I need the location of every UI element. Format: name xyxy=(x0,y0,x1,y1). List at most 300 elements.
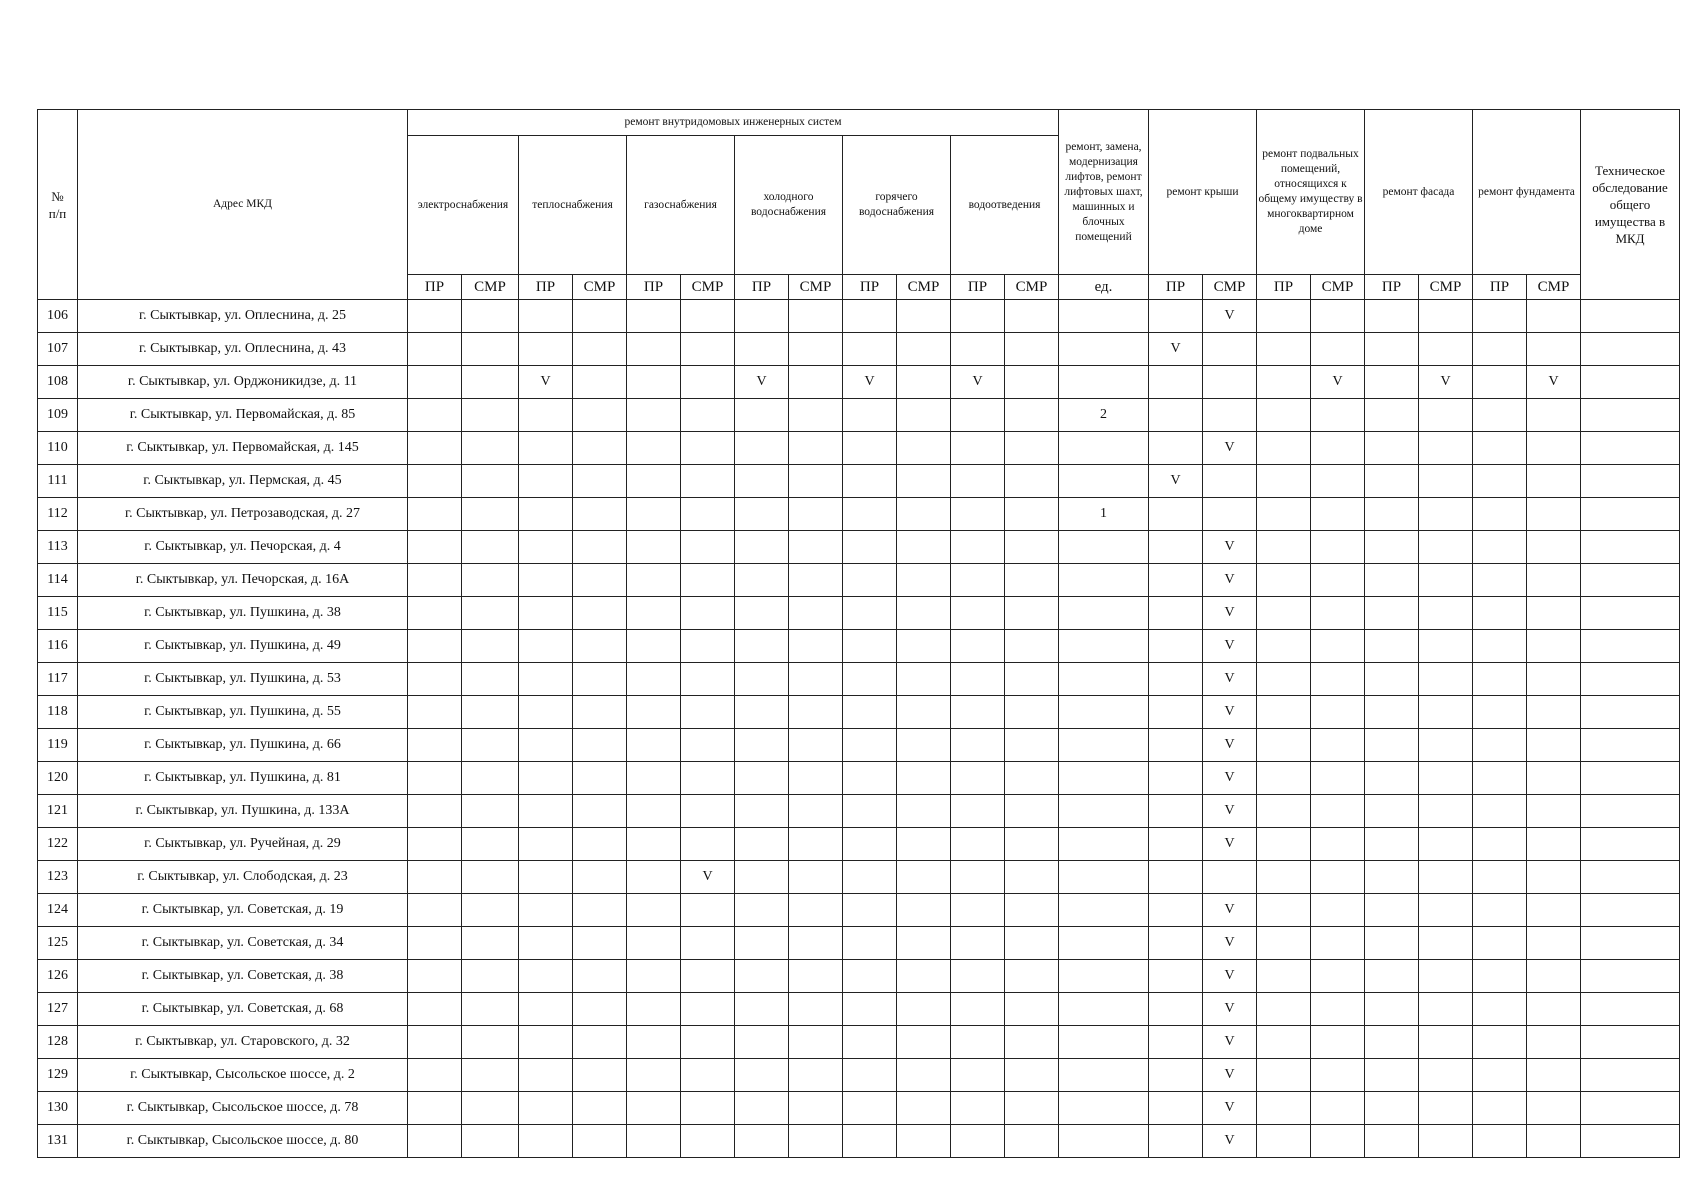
table-row xyxy=(38,729,1680,762)
row-cell xyxy=(789,696,843,729)
row-cell xyxy=(1311,894,1365,927)
table-row xyxy=(38,828,1680,861)
row-cell xyxy=(735,663,789,696)
row-cell xyxy=(1419,795,1473,828)
row-cell xyxy=(1527,1092,1581,1125)
row-cell xyxy=(1311,927,1365,960)
row-cell xyxy=(1473,894,1527,927)
row-cell xyxy=(1311,729,1365,762)
row-cell xyxy=(951,597,1005,630)
row-cell xyxy=(1365,333,1419,366)
row-cell: V xyxy=(1203,960,1257,993)
row-cell xyxy=(735,531,789,564)
row-cell xyxy=(789,927,843,960)
row-cell xyxy=(897,663,951,696)
row-cell xyxy=(681,498,735,531)
row-cell xyxy=(951,894,1005,927)
row-cell xyxy=(1365,828,1419,861)
row-cell xyxy=(519,630,573,663)
row-cell xyxy=(627,993,681,1026)
row-cell xyxy=(408,927,462,960)
row-cell xyxy=(1005,498,1059,531)
row-cell xyxy=(1149,432,1203,465)
row-cell xyxy=(681,762,735,795)
row-address: г. Сыктывкар, ул. Петрозаводская, д. 27 xyxy=(78,498,408,531)
row-cell xyxy=(1419,531,1473,564)
row-cell: V xyxy=(1203,927,1257,960)
row-cell xyxy=(1419,498,1473,531)
row-cell xyxy=(843,861,897,894)
row-cell xyxy=(1581,597,1680,630)
row-cell: V xyxy=(1203,630,1257,663)
row-cell xyxy=(735,894,789,927)
row-cell xyxy=(408,333,462,366)
row-cell xyxy=(1581,894,1680,927)
header-code-smr-2: СМР xyxy=(681,275,735,300)
row-cell xyxy=(573,432,627,465)
row-cell xyxy=(462,366,519,399)
row-cell xyxy=(627,1092,681,1125)
row-cell xyxy=(1005,1092,1059,1125)
row-cell xyxy=(789,729,843,762)
row-cell xyxy=(519,1125,573,1158)
row-cell xyxy=(1581,1092,1680,1125)
row-cell xyxy=(519,498,573,531)
header-code-smr-0: СМР xyxy=(462,275,519,300)
row-cell xyxy=(1527,465,1581,498)
row-cell xyxy=(897,597,951,630)
row-cell xyxy=(843,993,897,1026)
row-number: 108 xyxy=(38,366,78,399)
row-cell xyxy=(1581,993,1680,1026)
row-cell xyxy=(573,1092,627,1125)
row-cell xyxy=(1365,531,1419,564)
row-number: 121 xyxy=(38,795,78,828)
row-cell xyxy=(951,696,1005,729)
row-cell xyxy=(951,399,1005,432)
table-row xyxy=(38,1125,1680,1158)
row-cell xyxy=(408,597,462,630)
row-cell xyxy=(1149,960,1203,993)
row-cell xyxy=(462,1059,519,1092)
row-cell xyxy=(408,1026,462,1059)
row-cell xyxy=(627,663,681,696)
row-cell xyxy=(681,960,735,993)
row-cell: V xyxy=(1203,828,1257,861)
row-cell xyxy=(408,465,462,498)
row-cell xyxy=(1059,828,1149,861)
row-cell xyxy=(1059,1092,1149,1125)
row-cell xyxy=(462,663,519,696)
row-cell xyxy=(735,564,789,597)
row-cell xyxy=(1581,300,1680,333)
row-cell xyxy=(1059,630,1149,663)
row-cell xyxy=(573,564,627,597)
row-number: 111 xyxy=(38,465,78,498)
header-code-pr-0: ПР xyxy=(408,275,462,300)
row-cell xyxy=(1059,663,1149,696)
row-cell xyxy=(1149,828,1203,861)
row-cell xyxy=(1257,729,1311,762)
row-cell xyxy=(462,564,519,597)
row-cell xyxy=(1581,861,1680,894)
row-cell xyxy=(573,993,627,1026)
row-cell xyxy=(1149,993,1203,1026)
row-cell xyxy=(789,333,843,366)
row-cell xyxy=(408,1059,462,1092)
row-cell xyxy=(681,729,735,762)
row-cell xyxy=(627,366,681,399)
row-cell xyxy=(462,795,519,828)
row-number: 107 xyxy=(38,333,78,366)
row-cell xyxy=(897,366,951,399)
row-cell xyxy=(1005,795,1059,828)
row-cell xyxy=(789,1092,843,1125)
row-cell: V xyxy=(1203,762,1257,795)
row-cell xyxy=(1257,894,1311,927)
row-cell xyxy=(789,1125,843,1158)
row-cell xyxy=(1473,729,1527,762)
row-cell xyxy=(789,762,843,795)
row-cell xyxy=(1365,663,1419,696)
row-cell: V xyxy=(1203,531,1257,564)
row-cell xyxy=(1149,1059,1203,1092)
row-cell xyxy=(573,366,627,399)
row-cell xyxy=(1419,729,1473,762)
row-cell xyxy=(1365,993,1419,1026)
row-cell: V xyxy=(1203,432,1257,465)
row-cell xyxy=(1581,927,1680,960)
row-cell xyxy=(627,630,681,663)
row-cell xyxy=(1149,1092,1203,1125)
row-cell xyxy=(1365,729,1419,762)
row-cell xyxy=(1527,795,1581,828)
row-cell xyxy=(1473,762,1527,795)
header-internal-systems: ремонт внутридомовых инженерных систем xyxy=(408,110,1059,136)
table-row xyxy=(38,663,1680,696)
row-cell xyxy=(462,960,519,993)
row-address: г. Сыктывкар, ул. Пушкина, д. 66 xyxy=(78,729,408,762)
row-cell xyxy=(462,1125,519,1158)
row-cell xyxy=(1365,1092,1419,1125)
table-row xyxy=(38,531,1680,564)
row-cell xyxy=(1059,1059,1149,1092)
row-cell xyxy=(1473,696,1527,729)
row-address: г. Сыктывкар, ул. Советская, д. 19 xyxy=(78,894,408,927)
row-cell xyxy=(1419,960,1473,993)
row-cell xyxy=(735,1026,789,1059)
row-cell xyxy=(408,399,462,432)
row-cell xyxy=(627,696,681,729)
row-cell xyxy=(1059,861,1149,894)
row-cell xyxy=(1257,993,1311,1026)
header-facade: ремонт фасада xyxy=(1365,110,1473,275)
row-cell xyxy=(408,795,462,828)
row-cell: V xyxy=(1149,465,1203,498)
row-cell xyxy=(789,960,843,993)
row-cell xyxy=(681,300,735,333)
row-cell xyxy=(1365,597,1419,630)
row-cell xyxy=(897,993,951,1026)
row-cell xyxy=(1059,729,1149,762)
row-cell xyxy=(408,366,462,399)
header-code-smr-3: СМР xyxy=(789,275,843,300)
row-cell xyxy=(1059,564,1149,597)
row-address: г. Сыктывкар, ул. Печорская, д. 4 xyxy=(78,531,408,564)
row-cell xyxy=(1419,432,1473,465)
row-cell xyxy=(1527,927,1581,960)
row-cell xyxy=(1059,1125,1149,1158)
row-cell xyxy=(1473,1092,1527,1125)
row-cell xyxy=(1311,696,1365,729)
row-cell xyxy=(408,993,462,1026)
row-cell: V xyxy=(1311,366,1365,399)
row-number: 118 xyxy=(38,696,78,729)
row-cell xyxy=(573,927,627,960)
row-cell xyxy=(1149,498,1203,531)
row-cell xyxy=(789,894,843,927)
row-cell xyxy=(1311,432,1365,465)
row-cell xyxy=(519,828,573,861)
row-cell xyxy=(1257,630,1311,663)
row-cell xyxy=(735,1059,789,1092)
row-cell xyxy=(1059,993,1149,1026)
row-cell xyxy=(735,1125,789,1158)
row-cell xyxy=(627,432,681,465)
row-cell xyxy=(1365,762,1419,795)
table-row xyxy=(38,894,1680,927)
row-cell xyxy=(897,399,951,432)
row-cell xyxy=(1005,366,1059,399)
row-cell xyxy=(681,432,735,465)
row-cell: 1 xyxy=(1059,498,1149,531)
row-cell xyxy=(1257,1026,1311,1059)
row-cell xyxy=(1473,432,1527,465)
row-cell xyxy=(789,861,843,894)
row-cell xyxy=(1365,960,1419,993)
row-cell xyxy=(1527,300,1581,333)
row-cell xyxy=(1149,399,1203,432)
row-cell xyxy=(951,432,1005,465)
row-cell xyxy=(519,465,573,498)
header-code-smr-8: СМР xyxy=(1419,275,1473,300)
row-cell xyxy=(681,597,735,630)
row-cell xyxy=(735,729,789,762)
row-cell xyxy=(1527,432,1581,465)
header-code-pr-7: ПР xyxy=(1257,275,1311,300)
row-cell xyxy=(1365,1059,1419,1092)
row-cell: V xyxy=(681,861,735,894)
row-cell xyxy=(897,861,951,894)
row-cell xyxy=(462,828,519,861)
row-cell: V xyxy=(1203,894,1257,927)
row-cell xyxy=(1311,1059,1365,1092)
row-cell xyxy=(1365,465,1419,498)
row-cell xyxy=(1527,828,1581,861)
row-cell xyxy=(519,432,573,465)
row-cell xyxy=(789,366,843,399)
table-row xyxy=(38,300,1680,333)
row-number: 116 xyxy=(38,630,78,663)
row-cell xyxy=(627,795,681,828)
table-row xyxy=(38,366,1680,399)
row-cell xyxy=(1419,1092,1473,1125)
row-cell xyxy=(897,795,951,828)
row-cell xyxy=(462,762,519,795)
row-cell xyxy=(897,696,951,729)
row-address: г. Сыктывкар, ул. Слободская, д. 23 xyxy=(78,861,408,894)
row-cell xyxy=(1149,531,1203,564)
row-cell xyxy=(573,729,627,762)
row-cell xyxy=(843,1125,897,1158)
row-cell xyxy=(1005,597,1059,630)
row-cell xyxy=(573,696,627,729)
row-cell xyxy=(1149,894,1203,927)
row-cell xyxy=(735,399,789,432)
row-cell xyxy=(951,795,1005,828)
row-cell xyxy=(408,696,462,729)
row-cell xyxy=(1419,630,1473,663)
row-cell xyxy=(735,597,789,630)
row-cell xyxy=(1527,531,1581,564)
row-cell xyxy=(897,1092,951,1125)
row-cell xyxy=(573,828,627,861)
row-cell xyxy=(1311,663,1365,696)
table-row xyxy=(38,1059,1680,1092)
row-cell xyxy=(573,795,627,828)
row-cell xyxy=(1059,465,1149,498)
table-row xyxy=(38,432,1680,465)
row-cell xyxy=(1419,663,1473,696)
row-cell xyxy=(681,993,735,1026)
row-address: г. Сыктывкар, ул. Печорская, д. 16А xyxy=(78,564,408,597)
row-cell xyxy=(1527,1026,1581,1059)
row-cell xyxy=(897,300,951,333)
row-number: 114 xyxy=(38,564,78,597)
row-cell xyxy=(1005,861,1059,894)
row-cell xyxy=(519,531,573,564)
row-cell xyxy=(681,531,735,564)
row-cell xyxy=(627,333,681,366)
row-cell xyxy=(627,531,681,564)
row-cell xyxy=(789,828,843,861)
row-cell xyxy=(462,993,519,1026)
row-cell xyxy=(573,333,627,366)
row-cell xyxy=(951,1125,1005,1158)
row-cell xyxy=(1419,828,1473,861)
row-cell xyxy=(1581,564,1680,597)
row-cell xyxy=(1365,894,1419,927)
row-cell xyxy=(1527,333,1581,366)
row-cell xyxy=(1005,531,1059,564)
row-cell xyxy=(1005,993,1059,1026)
row-cell xyxy=(1005,1059,1059,1092)
row-cell xyxy=(1257,861,1311,894)
row-cell xyxy=(462,894,519,927)
row-cell xyxy=(627,960,681,993)
row-cell xyxy=(1527,894,1581,927)
row-cell xyxy=(573,465,627,498)
row-address: г. Сыктывкар, ул. Пушкина, д. 53 xyxy=(78,663,408,696)
header-code-smr-9: СМР xyxy=(1527,275,1581,300)
row-cell: V xyxy=(1203,1092,1257,1125)
row-cell xyxy=(1149,663,1203,696)
row-cell xyxy=(681,1059,735,1092)
row-cell xyxy=(897,960,951,993)
row-cell xyxy=(951,531,1005,564)
row-cell: V xyxy=(1203,300,1257,333)
row-cell: V xyxy=(1203,663,1257,696)
row-cell xyxy=(1257,564,1311,597)
row-cell xyxy=(573,630,627,663)
row-cell xyxy=(408,1092,462,1125)
row-cell xyxy=(462,300,519,333)
row-cell xyxy=(1581,1059,1680,1092)
row-number: 125 xyxy=(38,927,78,960)
header-code-smr-4: СМР xyxy=(897,275,951,300)
row-number: 129 xyxy=(38,1059,78,1092)
row-cell xyxy=(1473,465,1527,498)
row-cell xyxy=(735,828,789,861)
row-cell xyxy=(789,399,843,432)
row-cell: V xyxy=(1203,564,1257,597)
row-cell xyxy=(1419,465,1473,498)
row-cell xyxy=(1149,927,1203,960)
row-number: 123 xyxy=(38,861,78,894)
row-address: г. Сыктывкар, ул. Пушкина, д. 49 xyxy=(78,630,408,663)
row-cell xyxy=(408,531,462,564)
row-cell xyxy=(1257,1059,1311,1092)
row-cell xyxy=(735,432,789,465)
row-cell: V xyxy=(1527,366,1581,399)
table-row xyxy=(38,795,1680,828)
row-cell xyxy=(1257,432,1311,465)
row-cell xyxy=(843,333,897,366)
row-cell xyxy=(681,795,735,828)
row-cell xyxy=(789,498,843,531)
row-cell xyxy=(1473,630,1527,663)
row-cell xyxy=(1005,630,1059,663)
row-cell xyxy=(843,432,897,465)
row-cell xyxy=(1473,927,1527,960)
row-cell xyxy=(627,729,681,762)
row-cell xyxy=(681,696,735,729)
row-cell xyxy=(1203,366,1257,399)
row-cell xyxy=(1365,366,1419,399)
row-cell xyxy=(1473,1026,1527,1059)
row-cell: V xyxy=(1203,597,1257,630)
row-cell xyxy=(843,795,897,828)
row-cell xyxy=(519,399,573,432)
table-row xyxy=(38,630,1680,663)
row-address: г. Сыктывкар, ул. Пушкина, д. 38 xyxy=(78,597,408,630)
row-cell xyxy=(1527,960,1581,993)
row-cell xyxy=(843,663,897,696)
row-cell xyxy=(1257,696,1311,729)
row-cell xyxy=(897,630,951,663)
repair-schedule-table xyxy=(37,109,1680,1158)
row-cell xyxy=(627,300,681,333)
row-cell xyxy=(681,828,735,861)
row-cell xyxy=(408,564,462,597)
row-cell xyxy=(1257,960,1311,993)
row-cell xyxy=(627,894,681,927)
row-cell xyxy=(1473,564,1527,597)
row-cell xyxy=(1149,630,1203,663)
row-cell xyxy=(1311,300,1365,333)
row-cell xyxy=(1059,795,1149,828)
row-cell xyxy=(519,762,573,795)
